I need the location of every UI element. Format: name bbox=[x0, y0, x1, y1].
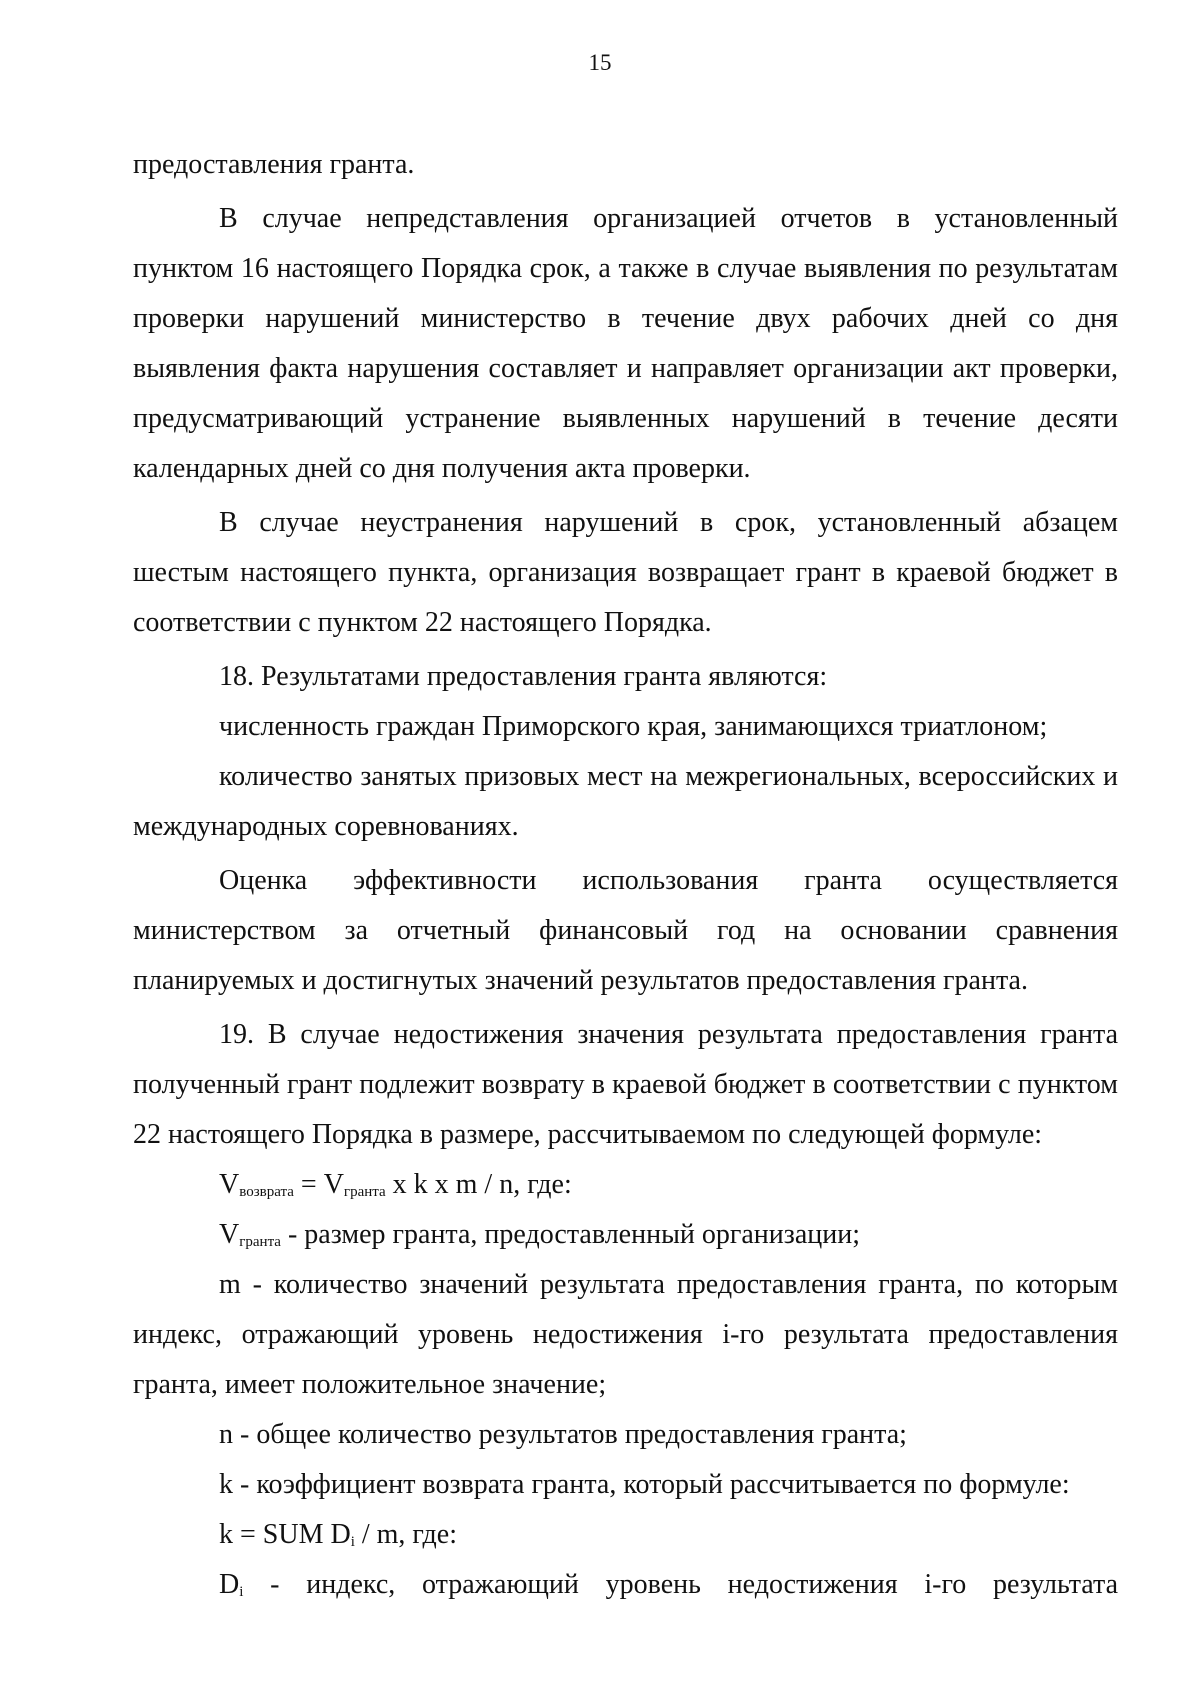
definition-grant-size bbox=[133, 1210, 1118, 1260]
paragraph: k - коэффициент возврата гранта, который рассчитывается по формуле: bbox=[219, 1469, 1070, 1500]
paragraph: 19. В случае недостижения значения результата предоставления гранта полученный грант подлежит возврату в краевой бюджет в соответствии с пунктом 22 настоящего Порядка в размере, рассчитываемом по следующей формуле: bbox=[133, 1019, 1118, 1150]
definition-index bbox=[133, 1560, 1118, 1610]
paragraph: количество занятых призовых мест на межрегиональных, всероссийских и международных соревнованиях. bbox=[133, 761, 1118, 842]
formula-return-volume bbox=[133, 1160, 1118, 1210]
formula-subscript: гранта bbox=[239, 1234, 281, 1250]
paragraph: n - общее количество результатов предоставления гранта; bbox=[219, 1419, 907, 1450]
page-number: 15 bbox=[588, 50, 612, 75]
paragraph: В случае неустранения нарушений в срок, установленный абзацем шестым настоящего пункта, организация возвращает грант в краевой бюджет в соответствии с пунктом 22 настоящего Порядка. bbox=[133, 507, 1118, 638]
document-body bbox=[133, 140, 1118, 1610]
paragraph: 18. Результатами предоставления гранта являются: bbox=[219, 661, 828, 692]
paragraph: В случае непредставления организацией отчетов в установленный пунктом 16 настоящего Порядка срок, а также в случае выявления по результатам проверки нарушений министерство в течение двух рабочих дней со дня выявления факта нарушения составляет и направляет организации акт проверки, предусматривающий устранение выявленных нарушений в течение десяти календарных дней со дня получения акта проверки. bbox=[133, 203, 1118, 484]
formula-text: / m, где: bbox=[354, 1519, 457, 1550]
formula-subscript: i bbox=[350, 1534, 355, 1550]
formula-subscript: гранта bbox=[343, 1184, 386, 1200]
paragraph: численность граждан Приморского края, занимающихся триатлоном; bbox=[219, 711, 1048, 742]
formula-symbol: V bbox=[323, 1169, 344, 1200]
formula-text: x k x m / n, где: bbox=[385, 1169, 572, 1200]
formula-text: = bbox=[293, 1169, 324, 1200]
definition-text: - размер гранта, предоставленный организации; bbox=[280, 1219, 860, 1250]
formula-symbol: V bbox=[219, 1169, 240, 1200]
formula-subscript: возврата bbox=[239, 1184, 294, 1200]
definition-text: - индекс, отражающий уровень недостижения i-го результата bbox=[243, 1569, 1118, 1600]
formula-symbol: V bbox=[219, 1219, 240, 1250]
paragraph: Оценка эффективности использования гранта осуществляется министерством за отчетный финансовый год на основании сравнения планируемых и достигнутых значений результатов предоставления гранта. bbox=[133, 865, 1118, 996]
formula-text: k = SUM D bbox=[219, 1519, 351, 1550]
paragraph: предоставления гранта. bbox=[133, 149, 415, 180]
formula-subscript: i bbox=[239, 1584, 244, 1600]
formula-coefficient bbox=[133, 1510, 1118, 1560]
paragraph: m - количество значений результата предоставления гранта, по которым индекс, отражающий уровень недостижения i-го результата предоставления гранта, имеет положительное значение; bbox=[133, 1269, 1118, 1400]
formula-symbol: D bbox=[219, 1569, 240, 1600]
